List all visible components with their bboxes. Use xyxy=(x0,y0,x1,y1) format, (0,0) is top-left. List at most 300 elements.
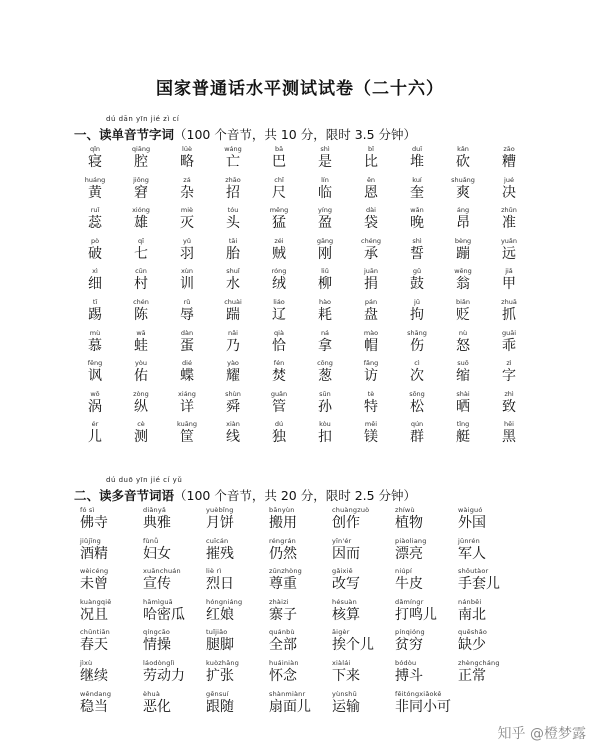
pinyin-text: jìxù xyxy=(80,658,93,667)
pinyin-text: áng xyxy=(456,206,470,215)
hanzi-text: 扇面儿 xyxy=(269,698,311,715)
hanzi-text: 巴 xyxy=(272,154,286,170)
pinyin-text: ruǐ xyxy=(90,206,100,215)
pinyin-text: biǎn xyxy=(455,297,471,306)
hanzi-text: 招 xyxy=(226,184,240,201)
word-cell xyxy=(395,598,458,629)
hanzi-text: 村 xyxy=(134,276,148,293)
hanzi-text: 筐 xyxy=(180,429,194,446)
hanzi-text: 外国 xyxy=(458,515,486,531)
pinyin-text: shì xyxy=(320,145,330,153)
pinyin-text: liè rì xyxy=(206,567,222,576)
hanzi-text: 非同小可 xyxy=(395,698,451,715)
word-cell xyxy=(395,628,458,659)
pinyin-text: guāi xyxy=(501,328,517,337)
hanzi-text: 正常 xyxy=(458,667,486,684)
word-cell xyxy=(210,176,256,207)
word-cell xyxy=(332,690,395,721)
hanzi-text: 管 xyxy=(272,398,286,415)
word-cell xyxy=(332,506,395,537)
word-cell xyxy=(348,176,394,207)
pinyin-text: wěndang xyxy=(80,689,112,698)
pinyin-text: shǒutàor xyxy=(458,567,489,576)
hanzi-text: 字 xyxy=(502,368,516,385)
hanzi-text: 承 xyxy=(364,245,378,262)
hanzi-text: 蛋 xyxy=(180,337,194,354)
word-cell xyxy=(72,329,118,360)
pinyin-text: cè xyxy=(137,420,145,429)
pinyin-text: kuāng xyxy=(177,420,197,429)
hanzi-text: 哈密瓜 xyxy=(143,606,185,623)
pinyin-text: zūnzhòng xyxy=(269,567,303,576)
word-cell xyxy=(118,420,164,451)
hanzi-text: 儿 xyxy=(88,429,102,446)
word-cell xyxy=(394,420,440,451)
hanzi-text: 纵 xyxy=(134,398,148,415)
pinyin-text: tóu xyxy=(227,206,239,215)
hanzi-text: 典雅 xyxy=(143,515,171,531)
hanzi-text: 缩 xyxy=(456,368,470,385)
pinyin-text: zhíwù xyxy=(395,506,415,514)
word-cell xyxy=(302,176,348,207)
word-cell xyxy=(332,567,395,598)
pinyin-text: róng xyxy=(271,267,287,276)
paper-title: 国家普通话水平测试试卷（二十六） xyxy=(156,79,444,99)
hanzi-text: 胎 xyxy=(226,245,240,262)
word-cell xyxy=(395,537,458,568)
word-cell xyxy=(440,390,486,421)
pinyin-text: guǎn xyxy=(270,389,288,398)
word-cell xyxy=(394,176,440,207)
word-cell xyxy=(269,567,332,598)
pinyin-text: chuàngzuò xyxy=(332,506,370,514)
pinyin-text: bānyùn xyxy=(269,506,295,514)
hanzi-text: 水 xyxy=(226,276,240,293)
word-cell xyxy=(269,659,332,690)
word-cell xyxy=(143,690,206,721)
hanzi-text: 柳 xyxy=(318,276,332,293)
word-cell xyxy=(394,206,440,237)
pinyin-text: bǐ xyxy=(368,145,374,153)
word-cell xyxy=(458,506,521,537)
pinyin-text: tāi xyxy=(228,236,238,245)
word-cell xyxy=(440,359,486,390)
word-cell xyxy=(118,237,164,268)
pinyin-text: cì xyxy=(414,359,420,368)
section-heading-pinyin: dú duō yīn jié cí yǔ xyxy=(106,476,183,484)
word-cell xyxy=(302,359,348,390)
pinyin-text: wō xyxy=(90,389,100,398)
pinyin-text: yòu xyxy=(135,359,147,368)
word-cell xyxy=(458,659,521,690)
word-cell xyxy=(440,176,486,207)
pinyin-text: zhǔn xyxy=(501,206,517,215)
word-cell xyxy=(486,359,532,390)
hanzi-text: 细 xyxy=(88,276,102,293)
word-cell xyxy=(164,176,210,207)
word-cell xyxy=(118,267,164,298)
hanzi-text: 临 xyxy=(318,184,332,201)
word-cell xyxy=(143,659,206,690)
hanzi-text: 致 xyxy=(502,398,516,415)
hanzi-text: 盘 xyxy=(364,306,378,323)
pinyin-text: nù xyxy=(458,328,468,337)
hanzi-text: 恩 xyxy=(364,184,378,201)
hanzi-text: 恰 xyxy=(272,337,286,354)
hanzi-text: 破 xyxy=(88,245,102,262)
hanzi-text: 晒 xyxy=(456,398,470,415)
hanzi-text: 春天 xyxy=(80,637,108,654)
pinyin-text: jū xyxy=(414,297,420,306)
word-cell xyxy=(256,329,302,360)
pinyin-text: pò xyxy=(90,236,100,245)
word-cell xyxy=(164,329,210,360)
word-cell xyxy=(486,420,532,451)
word-cell xyxy=(118,390,164,421)
word-cell xyxy=(210,390,256,421)
word-cell xyxy=(348,359,394,390)
hanzi-text: 爽 xyxy=(456,184,470,201)
word-cell xyxy=(164,359,210,390)
hanzi-text: 缺少 xyxy=(458,637,486,654)
word-cell xyxy=(394,145,440,176)
pinyin-text: qiāng xyxy=(131,145,151,153)
hanzi-text: 头 xyxy=(226,215,240,232)
word-cell xyxy=(210,359,256,390)
hanzi-text: 烈日 xyxy=(206,576,234,593)
hanzi-text: 抓 xyxy=(502,306,516,323)
pinyin-text: shuǐ xyxy=(226,267,240,276)
word-cell xyxy=(269,598,332,629)
word-cell xyxy=(164,390,210,421)
hanzi-text: 独 xyxy=(272,429,286,446)
pinyin-text: shànmiànr xyxy=(269,689,306,698)
hanzi-text: 情操 xyxy=(143,637,171,654)
section-multi-syllable xyxy=(74,476,544,720)
pinyin-text: bā xyxy=(274,145,284,153)
pinyin-text: wàiguó xyxy=(458,506,483,514)
section-heading xyxy=(74,115,544,145)
word-cell xyxy=(486,176,532,207)
word-cell xyxy=(302,206,348,237)
hanzi-text: 艇 xyxy=(456,429,470,446)
hanzi-text: 寝 xyxy=(88,154,102,170)
hanzi-text: 踹 xyxy=(226,306,240,323)
pinyin-text: yùnshū xyxy=(332,689,357,698)
word-cell xyxy=(118,298,164,329)
word-cell xyxy=(143,537,206,568)
hanzi-text: 尺 xyxy=(272,184,286,201)
pinyin-text: yào xyxy=(227,359,239,368)
word-cell xyxy=(486,267,532,298)
pinyin-text: dài xyxy=(366,206,376,215)
pinyin-text: dú xyxy=(274,420,284,429)
pinyin-text: quēshǎo xyxy=(458,628,488,637)
hanzi-text: 创作 xyxy=(332,515,360,531)
word-cell xyxy=(348,420,394,451)
word-cell xyxy=(486,206,532,237)
pinyin-text: fěng xyxy=(87,359,103,368)
hanzi-text: 准 xyxy=(502,215,516,232)
hanzi-text: 窘 xyxy=(134,184,148,201)
hanzi-text: 陈 xyxy=(134,306,148,323)
section-note: （100 个音节，共 20 分，限时 2.5 分钟） xyxy=(174,488,417,503)
pinyin-text: shài xyxy=(456,389,470,398)
pinyin-text: dǎmíngr xyxy=(395,597,424,606)
hanzi-text: 恶化 xyxy=(143,698,171,715)
pinyin-text: shùn xyxy=(225,389,241,398)
hanzi-text: 搬用 xyxy=(269,515,297,531)
pinyin-text: āigèr xyxy=(332,628,350,637)
word-cell xyxy=(256,390,302,421)
word-cell xyxy=(72,176,118,207)
pinyin-text: shuǎng xyxy=(451,175,475,184)
pinyin-text: hāmìguā xyxy=(143,597,173,606)
pinyin-text xyxy=(458,690,521,698)
word-cell xyxy=(80,506,143,537)
hanzi-text: 镁 xyxy=(364,429,378,446)
word-cell xyxy=(206,690,269,721)
word-cell xyxy=(206,537,269,568)
word-cell xyxy=(80,690,143,721)
word-cell xyxy=(72,420,118,451)
pinyin-text: fēitóngxiǎokě xyxy=(395,689,442,698)
hanzi-text: 翁 xyxy=(456,276,470,293)
hanzi-text: 军人 xyxy=(458,545,486,562)
word-cell xyxy=(256,298,302,329)
pinyin-text: xuānchuán xyxy=(143,567,181,576)
section-number: 二、 xyxy=(74,488,100,503)
word-cell xyxy=(164,145,210,176)
pinyin-text: dié xyxy=(182,359,192,368)
pinyin-text: kuàngqiě xyxy=(80,597,112,606)
hanzi-text: 手套儿 xyxy=(458,576,500,593)
pinyin-text: hóngniáng xyxy=(206,597,243,606)
word-cell xyxy=(440,267,486,298)
hanzi-text: 蕊 xyxy=(88,215,102,232)
hanzi-text: 决 xyxy=(502,184,516,201)
pinyin-text: suō xyxy=(457,359,469,368)
word-cell xyxy=(458,628,521,659)
pinyin-text: yuèbǐng xyxy=(206,506,234,514)
word-cell xyxy=(164,237,210,268)
word-cell xyxy=(72,298,118,329)
word-cell xyxy=(348,145,394,176)
hanzi-text: 植物 xyxy=(395,515,423,531)
hanzi-text: 因而 xyxy=(332,545,360,562)
pinyin-text: měng xyxy=(269,206,289,215)
pinyin-text: hào xyxy=(318,297,332,306)
hanzi-text: 佑 xyxy=(134,368,148,385)
hanzi-text: 昂 xyxy=(456,215,470,232)
hanzi-text: 乃 xyxy=(226,337,240,354)
pinyin-text: qǐn xyxy=(89,145,101,153)
word-cell xyxy=(486,390,532,421)
pinyin-text: duī xyxy=(411,145,423,153)
pinyin-text: tī xyxy=(92,297,98,306)
word-cell xyxy=(256,145,302,176)
hanzi-text: 测 xyxy=(134,429,148,446)
hanzi-text: 杂 xyxy=(180,184,194,201)
pinyin-text: cōng xyxy=(317,359,333,368)
word-cell xyxy=(143,628,206,659)
pinyin-text: mào xyxy=(363,328,379,337)
pinyin-text: xùn xyxy=(180,267,194,276)
word-cell xyxy=(269,506,332,537)
word-cell xyxy=(458,567,521,598)
word-cell xyxy=(80,659,143,690)
hanzi-text: 耗 xyxy=(318,306,332,323)
hanzi-text: 改写 xyxy=(332,576,360,593)
hanzi-text: 奎 xyxy=(410,184,424,201)
hanzi-text: 耀 xyxy=(226,368,240,385)
hanzi-text: 搏斗 xyxy=(395,667,423,684)
word-cell xyxy=(269,690,332,721)
pinyin-text: wáng xyxy=(224,145,242,153)
pinyin-text: nánběi xyxy=(458,597,482,606)
word-cell xyxy=(269,628,332,659)
pinyin-text: xì xyxy=(92,267,98,276)
word-cell xyxy=(269,537,332,568)
hanzi-text: 怀念 xyxy=(269,667,297,684)
word-cell xyxy=(394,390,440,421)
hanzi-text: 焚 xyxy=(272,368,286,385)
pinyin-text: mù xyxy=(89,328,101,337)
word-cell xyxy=(72,237,118,268)
word-cell xyxy=(118,176,164,207)
pinyin-text: sōng xyxy=(409,389,425,398)
word-cell xyxy=(440,145,486,176)
hanzi-text: 南北 xyxy=(458,606,486,623)
pinyin-text: lüè xyxy=(182,145,192,153)
hanzi-text: 未曾 xyxy=(80,576,108,593)
pinyin-text: jiǒng xyxy=(133,175,149,184)
pinyin-text: qià xyxy=(274,328,284,337)
hanzi-text: 贼 xyxy=(272,245,286,262)
word-cell xyxy=(395,690,458,721)
hanzi-text: 葱 xyxy=(318,368,332,385)
pinyin-text: miè xyxy=(180,206,194,215)
pinyin-text: chǐ xyxy=(274,175,284,184)
word-cell xyxy=(210,298,256,329)
hanzi-text: 蹦 xyxy=(456,245,470,262)
hanzi-text: 蝶 xyxy=(180,368,194,385)
word-cell xyxy=(332,598,395,629)
hanzi-text: 摧残 xyxy=(206,545,234,562)
pinyin-text: dàn xyxy=(180,328,194,337)
pinyin-text: nǎi xyxy=(228,328,238,337)
word-cell xyxy=(210,206,256,237)
hanzi-text: 绒 xyxy=(272,276,286,293)
pinyin-text: fén xyxy=(273,359,285,368)
pinyin-text: wēng xyxy=(454,267,472,276)
pinyin-text: xiàn xyxy=(226,420,240,429)
section-single-syllable xyxy=(74,115,544,451)
word-cell xyxy=(486,329,532,360)
hanzi-text: 怒 xyxy=(456,337,470,354)
pinyin-text: yíng xyxy=(318,206,332,215)
word-cell xyxy=(118,359,164,390)
word-cell xyxy=(458,537,521,568)
pinyin-text: qī xyxy=(138,236,144,245)
word-cell xyxy=(206,506,269,537)
word-cell xyxy=(210,145,256,176)
hanzi-text: 羽 xyxy=(180,245,194,262)
pinyin-text: xióng xyxy=(132,206,150,215)
word-cell xyxy=(348,267,394,298)
word-cell xyxy=(394,329,440,360)
hanzi-text: 誓 xyxy=(410,245,424,262)
pinyin-text: yīn'ér xyxy=(332,536,352,545)
pinyin-text: zāo xyxy=(503,145,515,153)
pinyin-text: jiǎ xyxy=(505,267,513,276)
word-cell xyxy=(394,267,440,298)
pinyin-text: fǎng xyxy=(363,359,379,368)
word-cell xyxy=(440,329,486,360)
hanzi-text: 月饼 xyxy=(206,515,234,531)
hanzi-text: 袋 xyxy=(364,215,378,232)
pinyin-text: lín xyxy=(321,175,329,184)
pinyin-text: chuài xyxy=(224,297,242,306)
pinyin-text: zhāo xyxy=(225,175,241,184)
pinyin-text: juān xyxy=(363,267,379,276)
word-cell xyxy=(440,237,486,268)
pinyin-text: ér xyxy=(91,420,99,429)
hanzi-text: 全部 xyxy=(269,637,297,654)
multi-syllable-grid xyxy=(80,506,544,720)
word-cell xyxy=(348,298,394,329)
pinyin-text: hésuàn xyxy=(332,597,357,606)
pinyin-text: tǐng xyxy=(456,420,470,429)
pinyin-text: chūntiān xyxy=(80,628,110,637)
word-cell xyxy=(143,567,206,598)
word-cell xyxy=(458,598,521,629)
word-cell xyxy=(206,628,269,659)
word-cell xyxy=(440,206,486,237)
hanzi-text: 鼓 xyxy=(410,276,424,293)
word-cell xyxy=(302,420,348,451)
word-cell xyxy=(164,298,210,329)
pinyin-text: bèng xyxy=(454,236,472,245)
hanzi-text: 讽 xyxy=(88,368,102,385)
word-cell xyxy=(118,329,164,360)
word-cell xyxy=(486,145,532,176)
hanzi-text: 七 xyxy=(134,245,148,262)
hanzi-text: 雄 xyxy=(134,215,148,232)
pinyin-text: pán xyxy=(364,297,378,306)
hanzi-text: 黑 xyxy=(502,429,516,446)
word-cell xyxy=(80,567,143,598)
word-cell xyxy=(440,420,486,451)
pinyin-text: quánbù xyxy=(269,628,295,637)
hanzi-text: 详 xyxy=(180,398,194,415)
hanzi-text: 尊重 xyxy=(269,576,297,593)
pinyin-text: èhuà xyxy=(143,689,161,698)
hanzi-text: 略 xyxy=(180,154,194,170)
pinyin-text: yǔ xyxy=(183,236,191,245)
pinyin-text: wā xyxy=(136,328,146,337)
hanzi-text: 腿脚 xyxy=(206,637,234,654)
pinyin-text: wǎn xyxy=(410,206,424,215)
pinyin-text: tè xyxy=(367,389,375,398)
hanzi-text: 亡 xyxy=(226,154,240,170)
pinyin-text: qíngcāo xyxy=(143,628,171,637)
hanzi-text: 贬 xyxy=(456,306,470,323)
hanzi-text: 漂亮 xyxy=(395,545,423,562)
word-cell xyxy=(206,567,269,598)
hanzi-text: 仍然 xyxy=(269,545,297,562)
pinyin-text: pínqióng xyxy=(395,628,425,637)
